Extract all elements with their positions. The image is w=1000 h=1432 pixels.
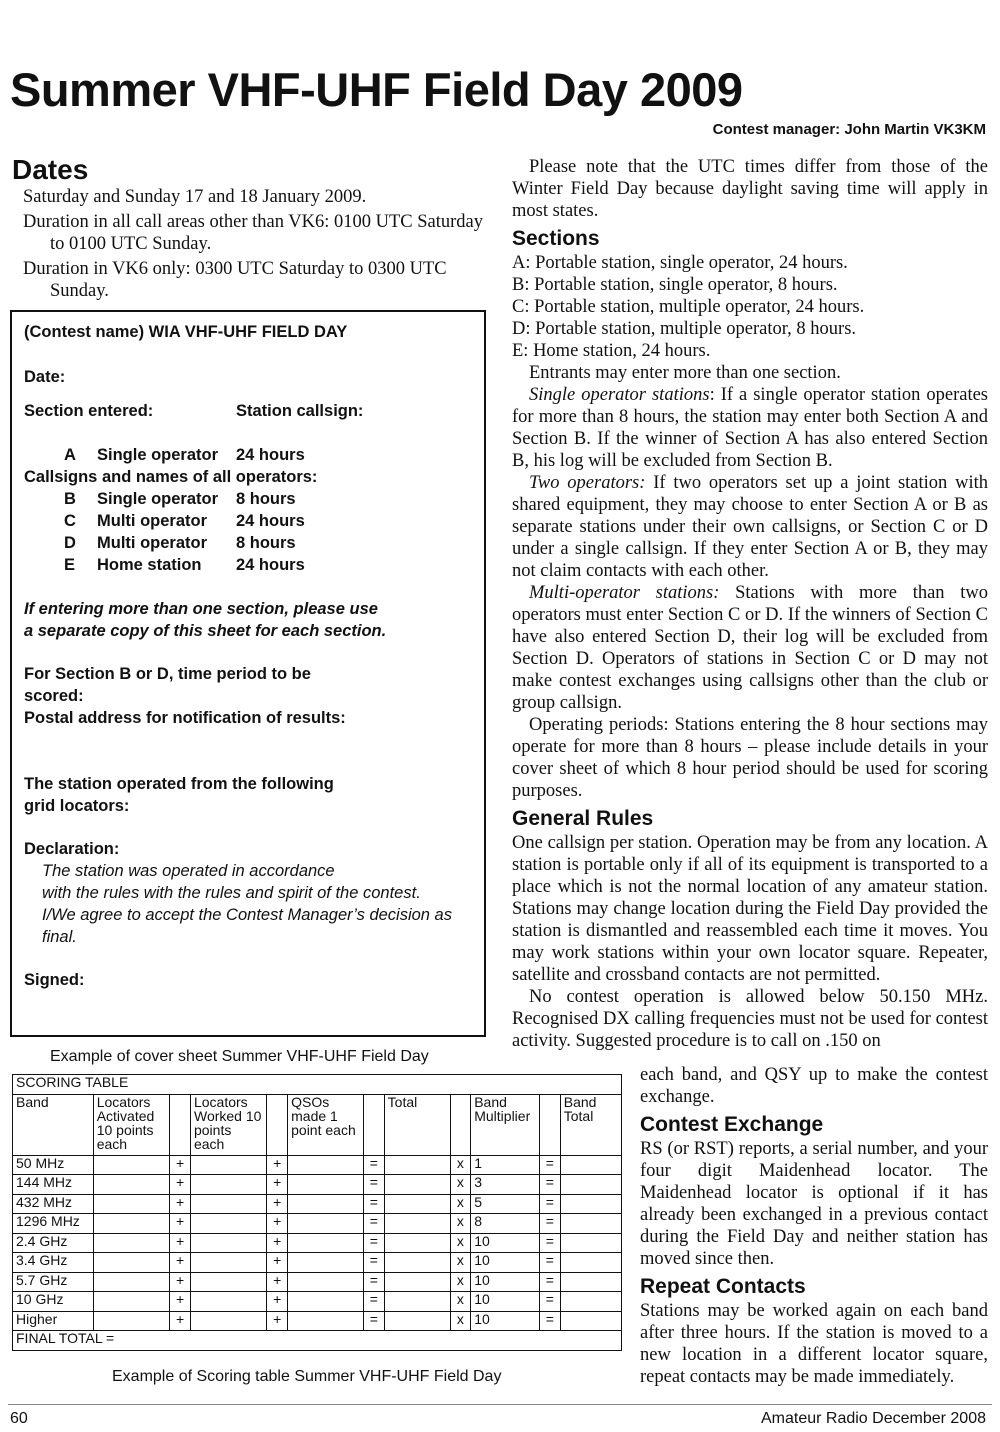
total-cell (384, 1311, 450, 1331)
repeat-contacts-text: Stations may be worked again on each band after three hours. If the station is moved to a new location in a different locator square, repeat contacts may be made immediately. (640, 1301, 988, 1387)
header-total: Total (384, 1094, 450, 1155)
equals-sign: = (363, 1311, 384, 1331)
time-period-label-1: For Section B or D, time period to be (24, 665, 311, 683)
equals-sign: = (539, 1253, 560, 1273)
multiplier-cell: 5 (471, 1194, 540, 1214)
worked-cell (190, 1311, 266, 1331)
table-row (13, 1214, 622, 1234)
declaration-line-2: with the rules with the rules and spirit of the contest. (42, 884, 421, 902)
plus-sign: + (170, 1194, 191, 1214)
band-cell: 1296 MHz (13, 1214, 94, 1234)
total-cell (384, 1194, 450, 1214)
table-row (13, 1311, 622, 1331)
header-band: Band (13, 1094, 94, 1155)
multi-operator-label: Multi-operator stations: (529, 583, 720, 603)
band-total-cell (560, 1311, 621, 1331)
equals-sign: = (539, 1155, 560, 1175)
plus-sign: + (267, 1253, 288, 1273)
band-cell: 432 MHz (13, 1194, 94, 1214)
table-row (13, 1253, 622, 1273)
declaration-line-3: I/We agree to accept the Contest Manager’s decision as (42, 906, 452, 924)
band-total-cell (560, 1214, 621, 1234)
contest-exchange-heading: Contest Exchange (640, 1113, 824, 1136)
scoring-table (12, 1074, 622, 1351)
times-sign: x (450, 1175, 471, 1195)
equals-sign: = (539, 1214, 560, 1234)
multiplier-cell: 10 (471, 1253, 540, 1273)
plus-sign: + (170, 1155, 191, 1175)
section-c-type: Multi operator (97, 512, 207, 530)
table-row (13, 1175, 622, 1195)
declaration-label: Declaration: (24, 840, 120, 858)
activated-cell (93, 1292, 170, 1312)
equals-sign: = (539, 1194, 560, 1214)
section-a-letter: A (64, 446, 76, 464)
dates-line-2: Duration in all call areas other than VK6: 0100 UTC Saturday to 0100 UTC Sunday. (23, 212, 483, 254)
band-cell: 5.7 GHz (13, 1272, 94, 1292)
multiplier-cell: 10 (471, 1292, 540, 1312)
band-cell: 3.4 GHz (13, 1253, 94, 1273)
multiplier-cell: 3 (471, 1175, 540, 1195)
activated-cell (93, 1233, 170, 1253)
times-sign: x (450, 1311, 471, 1331)
no-contest-tail: each band, and QSY up to make the contest exchange. (640, 1065, 988, 1107)
multi-section-note-2: a separate copy of this sheet for each section. (24, 622, 387, 640)
general-rules-text: One callsign per station. Operation may be from any location. A station is portable only if all of its equipment is transported to a place which is not the normal location of any amateur station. Stations may change location during the Field Day provided the station is dismantled and reassembled each time it moves. You may work stations within your own locator square. Repeater, satellite and crossband contacts are not permitted. (512, 833, 988, 985)
section-c-rule: C: Portable station, multiple operator, 24 hours. (512, 297, 865, 317)
total-cell (384, 1292, 450, 1312)
section-a-hours: 24 hours (236, 446, 305, 464)
plus-sign: + (170, 1233, 191, 1253)
band-total-cell (560, 1292, 621, 1312)
band-total-cell (560, 1175, 621, 1195)
section-a-type: Single operator (97, 446, 219, 464)
section-b-hours: 8 hours (236, 490, 296, 508)
band-cell: Higher (13, 1311, 94, 1331)
total-cell (384, 1175, 450, 1195)
equals-sign: = (539, 1292, 560, 1312)
activated-cell (93, 1175, 170, 1195)
equals-sign: = (539, 1311, 560, 1331)
equals-sign: = (539, 1272, 560, 1292)
multiplier-cell: 8 (471, 1214, 540, 1234)
no-contest-text: No contest operation is allowed below 50.150 MHz. Recognised DX calling frequencies must not be used for contest activity. Suggested procedure is to call on .150 on (512, 987, 988, 1051)
section-c-letter: C (64, 512, 76, 530)
header-activated: Locators Activated 10 points each (93, 1094, 170, 1155)
postal-address-label: Postal address for notification of results: (24, 709, 346, 727)
band-total-cell (560, 1155, 621, 1175)
times-sign: x (450, 1292, 471, 1312)
table-row (13, 1233, 622, 1253)
qsos-cell (288, 1214, 364, 1234)
band-total-cell (560, 1272, 621, 1292)
header-band-total: Band Total (560, 1094, 621, 1155)
cover-sheet (10, 310, 486, 1037)
sections-heading: Sections (512, 227, 600, 250)
declaration-line-1: The station was operated in accordance (42, 862, 335, 880)
plus-sign: + (170, 1214, 191, 1234)
band-total-cell (560, 1253, 621, 1273)
dates-line-1: Saturday and Sunday 17 and 18 January 2009. (23, 187, 367, 207)
section-entered-label: Section entered: (24, 402, 154, 420)
grid-locators-label-2: grid locators: (24, 797, 130, 815)
multiplier-cell: 1 (471, 1155, 540, 1175)
qsos-cell (288, 1272, 364, 1292)
plus-sign: + (267, 1233, 288, 1253)
equals-sign: = (363, 1155, 384, 1175)
times-sign: x (450, 1214, 471, 1234)
times-sign: x (450, 1194, 471, 1214)
time-period-label-2: scored: (24, 687, 84, 705)
qsos-cell (288, 1233, 364, 1253)
page-number: 60 (10, 1410, 28, 1427)
section-d-letter: D (64, 534, 76, 552)
worked-cell (190, 1233, 266, 1253)
equals-sign: = (363, 1253, 384, 1273)
multi-operator-rule: Multi-operator stations: Stations with more than two operators must enter Section C or D. If the winners of Section C have also entered Section D, their log will be excluded from Section D. Operators of stations in Section C or D may not make contest exchanges using callsigns other than the club or group callsign. (512, 583, 988, 713)
total-cell (384, 1253, 450, 1273)
band-cell: 50 MHz (13, 1155, 94, 1175)
header-worked: Locators Worked 10 points each (190, 1094, 266, 1155)
page-title: Summer VHF-UHF Field Day 2009 (10, 63, 743, 116)
qsos-cell (288, 1311, 364, 1331)
times-sign: x (450, 1155, 471, 1175)
grid-locators-label-1: The station operated from the following (24, 775, 334, 793)
equals-sign: = (363, 1272, 384, 1292)
dates-text (23, 186, 493, 305)
section-e-rule: E: Home station, 24 hours. (512, 341, 711, 361)
repeat-contacts-heading: Repeat Contacts (640, 1275, 806, 1298)
equals-sign: = (363, 1214, 384, 1234)
activated-cell (93, 1272, 170, 1292)
multi-section-note-1: If entering more than one section, please use (24, 600, 378, 618)
equals-sign: = (539, 1233, 560, 1253)
worked-cell (190, 1272, 266, 1292)
section-a-rule: A: Portable station, single operator, 24 hours. (512, 253, 848, 273)
plus-sign: + (267, 1272, 288, 1292)
final-total: FINAL TOTAL = (13, 1331, 622, 1351)
worked-cell (190, 1155, 266, 1175)
operating-periods-rule: Operating periods: Stations entering the 8 hour sections may operate for more than 8 hours – please include details in your cover sheet of which 8 hour period should be used for scoring purposes. (512, 715, 988, 801)
total-cell (384, 1272, 450, 1292)
times-sign: x (450, 1253, 471, 1273)
multiplier-cell: 10 (471, 1233, 540, 1253)
section-d-rule: D: Portable station, multiple operator, 8 hours. (512, 319, 857, 339)
two-operators-label: Two operators: (529, 473, 646, 493)
total-cell (384, 1214, 450, 1234)
band-cell: 10 GHz (13, 1292, 94, 1312)
section-b-rule: B: Portable station, single operator, 8 hours. (512, 275, 838, 295)
section-d-hours: 8 hours (236, 534, 296, 552)
header-qsos: QSOs made 1 point each (288, 1094, 364, 1155)
contest-name: (Contest name) WIA VHF-UHF FIELD DAY (24, 323, 348, 341)
worked-cell (190, 1214, 266, 1234)
band-total-cell (560, 1194, 621, 1214)
worked-cell (190, 1292, 266, 1312)
plus-sign: + (170, 1272, 191, 1292)
plus-sign: + (170, 1311, 191, 1331)
activated-cell (93, 1194, 170, 1214)
table-row (13, 1292, 622, 1312)
two-operators-rule: Two operators: If two operators set up a joint station with shared equipment, they may choose to enter Section A or B as separate stations under their own callsigns, or Section C or D under a single callsign. If they enter Section A or B, they may not claim contacts with each other. (512, 473, 988, 581)
dates-heading: Dates (12, 154, 89, 185)
single-operator-rule: Single operator stations: If a single operator station operates for more than 8 hours, the station may enter both Section A and Section B. If the winner of Section A has also entered Section B, his log will be excluded from Section B. (512, 385, 988, 471)
contest-manager: Contest manager: John Martin VK3KM (712, 121, 986, 138)
magazine-issue: Amateur Radio December 2008 (760, 1410, 986, 1427)
cover-caption: Example of cover sheet Summer VHF-UHF Field Day (50, 1048, 429, 1065)
activated-cell (93, 1253, 170, 1273)
worked-cell (190, 1175, 266, 1195)
multiplier-cell: 10 (471, 1311, 540, 1331)
plus-sign: + (267, 1214, 288, 1234)
plus-sign: + (170, 1175, 191, 1195)
qsos-cell (288, 1175, 364, 1195)
band-cell: 144 MHz (13, 1175, 94, 1195)
footer-divider (8, 1404, 992, 1405)
activated-cell (93, 1214, 170, 1234)
total-cell (384, 1233, 450, 1253)
declaration-line-4: final. (42, 928, 77, 946)
band-total-cell (560, 1233, 621, 1253)
worked-cell (190, 1253, 266, 1273)
signed-label: Signed: (24, 971, 85, 989)
right-column-lower (640, 1064, 988, 1388)
equals-sign: = (363, 1194, 384, 1214)
plus-sign: + (267, 1175, 288, 1195)
qsos-cell (288, 1155, 364, 1175)
times-sign: x (450, 1272, 471, 1292)
equals-sign: = (363, 1292, 384, 1312)
band-cell: 2.4 GHz (13, 1233, 94, 1253)
callsigns-label: Callsigns and names of all operators: (24, 468, 318, 486)
station-callsign-label: Station callsign: (236, 402, 364, 420)
header-multiplier: Band Multiplier (471, 1094, 540, 1155)
plus-sign: + (267, 1155, 288, 1175)
single-operator-label: Single operator stations (529, 385, 710, 405)
section-b-letter: B (64, 490, 76, 508)
equals-sign: = (539, 1175, 560, 1195)
scoring-caption: Example of Scoring table Summer VHF-UHF Field Day (112, 1368, 502, 1385)
table-row (13, 1155, 622, 1175)
qsos-cell (288, 1253, 364, 1273)
total-cell (384, 1155, 450, 1175)
utc-note: Please note that the UTC times differ from those of the Winter Field Day because daylight saving time will apply in most states. (512, 157, 988, 221)
activated-cell (93, 1311, 170, 1331)
scoring-header-row (13, 1094, 622, 1155)
equals-sign: = (363, 1175, 384, 1195)
plus-sign: + (267, 1311, 288, 1331)
date-label: Date: (24, 368, 66, 386)
table-row (13, 1194, 622, 1214)
table-row (13, 1272, 622, 1292)
section-c-hours: 24 hours (236, 512, 305, 530)
section-e-type: Home station (97, 556, 202, 574)
right-column (512, 156, 988, 1052)
times-sign: x (450, 1233, 471, 1253)
qsos-cell (288, 1194, 364, 1214)
section-b-type: Single operator (97, 490, 219, 508)
plus-sign: + (170, 1292, 191, 1312)
section-e-hours: 24 hours (236, 556, 305, 574)
section-d-type: Multi operator (97, 534, 207, 552)
general-rules-heading: General Rules (512, 807, 654, 830)
equals-sign: = (363, 1233, 384, 1253)
scoring-table-title: SCORING TABLE (13, 1075, 622, 1095)
activated-cell (93, 1155, 170, 1175)
worked-cell (190, 1194, 266, 1214)
plus-sign: + (267, 1194, 288, 1214)
plus-sign: + (170, 1253, 191, 1273)
multiplier-cell: 10 (471, 1272, 540, 1292)
entrants-note: Entrants may enter more than one section. (529, 363, 841, 383)
contest-exchange-text: RS (or RST) reports, a serial number, and your four digit Maidenhead locator. The Maidenhead locator is optional if it has already been exchanged in a previous contact during the Field Day and neither station has moved since then. (640, 1139, 988, 1269)
section-e-letter: E (64, 556, 76, 574)
dates-line-3: Duration in VK6 only: 0300 UTC Saturday to 0300 UTC Sunday. (23, 259, 447, 301)
plus-sign: + (267, 1292, 288, 1312)
qsos-cell (288, 1292, 364, 1312)
